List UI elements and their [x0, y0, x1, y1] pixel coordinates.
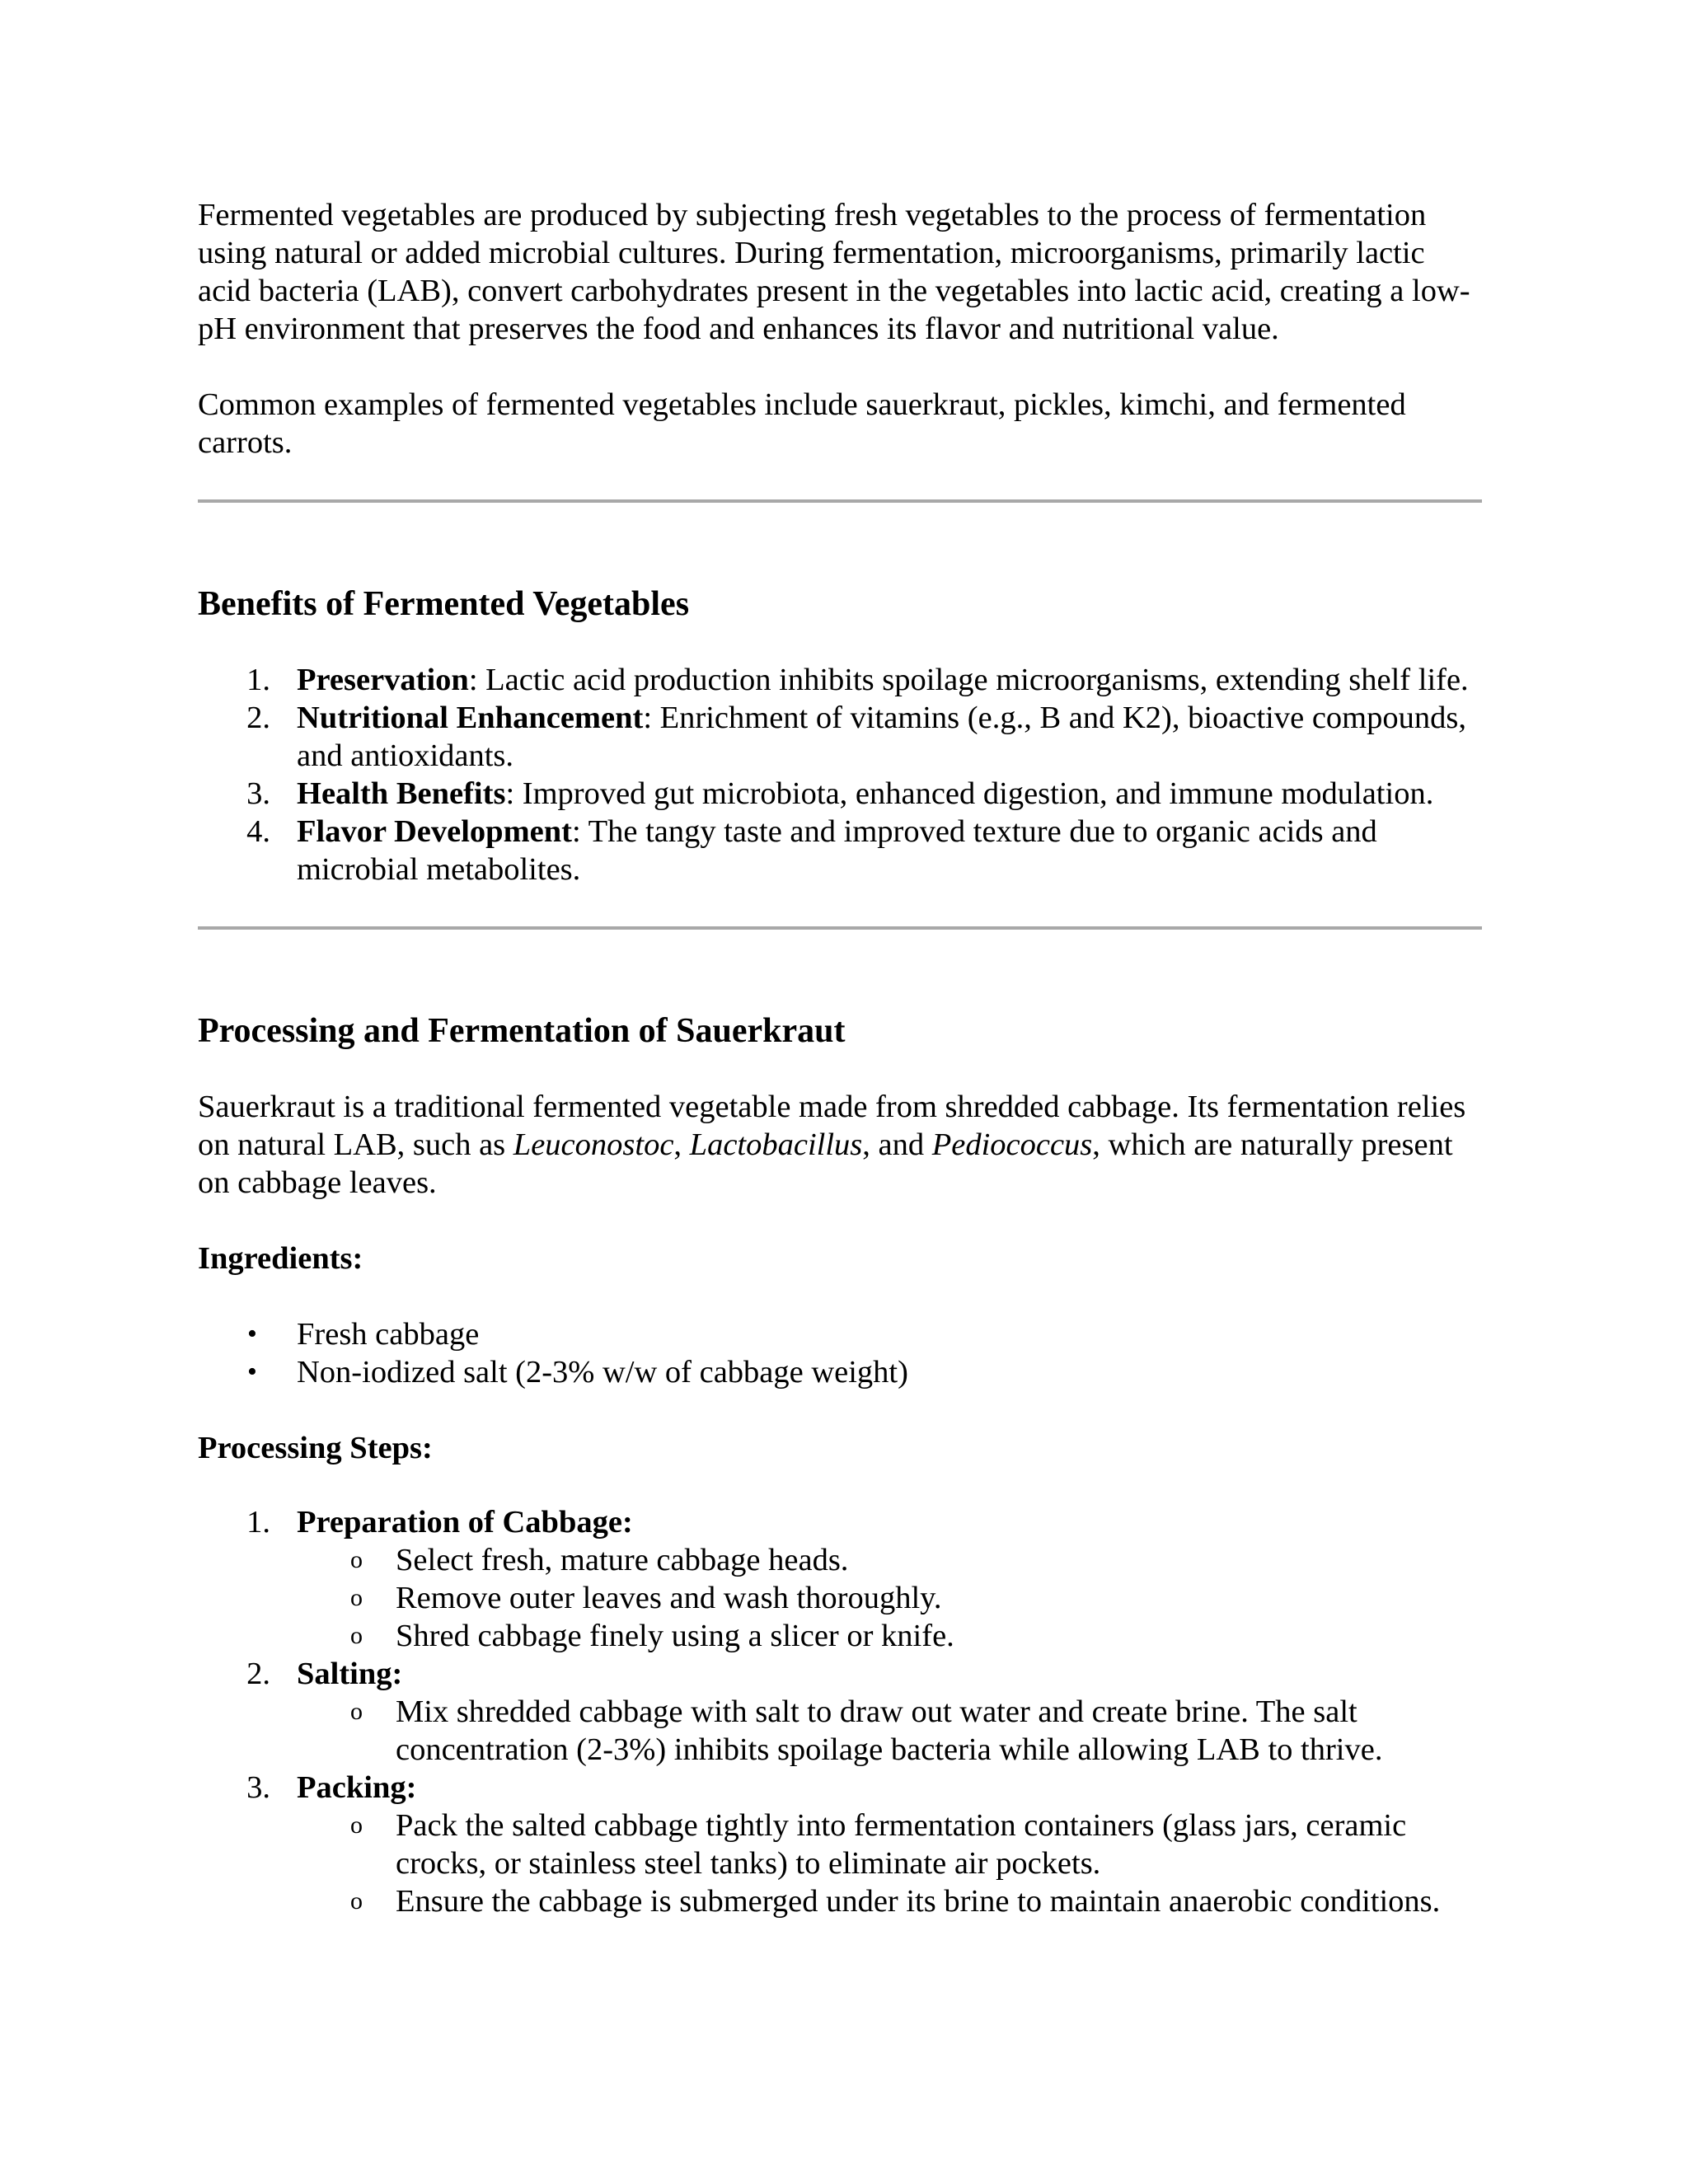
- step-title: Packing:: [297, 1770, 417, 1805]
- sauerkraut-intro-paragraph: Sauerkraut is a traditional fermented vegetable made from shredded cabbage. Its fermentation relies on natural LAB, such as Leuconostoc, Lactobacillus, and Pediococcus, which are naturally present on cabbage leaves.: [198, 1090, 1466, 1200]
- circle-bullet-icon: o: [350, 1887, 363, 1915]
- step-title: Preparation of Cabbage:: [297, 1505, 633, 1540]
- list-item: 3. Health Benefits: Improved gut microbiota, enhanced digestion, and immune modulation.: [246, 776, 1434, 811]
- processing-steps-list: [198, 1503, 1484, 1920]
- ingredients-list: [198, 1315, 1484, 1391]
- circle-bullet-icon: o: [350, 1698, 363, 1725]
- genus-name: Pediococcus: [931, 1127, 1093, 1162]
- benefits-list: [198, 661, 1484, 888]
- sub-list-item: o Shred cabbage finely using a slicer or knife.: [297, 1617, 1484, 1655]
- genus-name: Lactobacillus: [689, 1127, 863, 1162]
- intro-paragraph: Fermented vegetables are produced by subjecting fresh vegetables to the process of fermentation using natural or added microbial cultures. During fermentation, microorganisms, primarily lactic acid bacteria (LAB), convert carbohydrates present in the vegetables into lactic acid, creating a low-pH environment that preserves the food and enhances its flavor and nutritional value.: [198, 198, 1470, 346]
- step-title: Salting:: [297, 1657, 403, 1691]
- list-item: • Fresh cabbage: [198, 1315, 1484, 1353]
- genus-name: Leuconostoc: [513, 1127, 674, 1162]
- list-item: 1. Preservation: Lactic acid production inhibits spoilage microorganisms, extending shelf life.: [246, 663, 1469, 697]
- sub-list-item: o Pack the salted cabbage tightly into fermentation containers (glass jars, ceramic crocks, or stainless steel tanks) to eliminate air pockets.: [297, 1807, 1484, 1882]
- benefit-term: Nutritional Enhancement: [297, 701, 644, 735]
- list-item: 3. Packing: o Pack the salted cabbage tightly into fermentation containers (glass jars, ceramic crocks, or stainless steel tanks) to eliminate air pockets. o Ensure the cabbage is submerged under its brine to maintain anaerobic conditions.: [198, 1769, 1484, 1920]
- circle-bullet-icon: o: [350, 1622, 363, 1649]
- sauerkraut-section: [198, 1010, 1484, 1920]
- sub-list: [297, 1693, 1484, 1769]
- circle-bullet-icon: o: [350, 1546, 363, 1573]
- processing-steps-heading: Processing Steps:: [198, 1431, 433, 1465]
- list-item: 2. Nutritional Enhancement: Enrichment of vitamins (e.g., B and K2), bioactive compounds, and antioxidants.: [246, 701, 1466, 773]
- sub-list-item: o Select fresh, mature cabbage heads.: [297, 1541, 1484, 1579]
- circle-bullet-icon: o: [350, 1811, 363, 1839]
- sub-list-item: o Ensure the cabbage is submerged under its brine to maintain anaerobic conditions.: [297, 1882, 1484, 1920]
- circle-bullet-icon: o: [350, 1584, 363, 1611]
- sub-list: [297, 1541, 1484, 1655]
- intro-section: [198, 196, 1484, 462]
- sauerkraut-heading: Processing and Fermentation of Sauerkraut: [198, 1012, 846, 1050]
- section-divider: [198, 926, 1482, 930]
- ingredients-heading: Ingredients:: [198, 1241, 363, 1276]
- examples-paragraph: Common examples of fermented vegetables include sauerkraut, pickles, kimchi, and fermented carrots.: [198, 387, 1406, 460]
- section-divider: [198, 499, 1482, 503]
- benefit-term: Flavor Development: [297, 814, 572, 849]
- benefits-section: [198, 583, 1484, 888]
- list-item: 4. Flavor Development: The tangy taste and improved texture due to organic acids and microbial metabolites.: [246, 814, 1377, 887]
- bullet-icon: •: [247, 1357, 257, 1387]
- list-item: 1. Preparation of Cabbage: o Select fresh, mature cabbage heads. o Remove outer leaves and wash thoroughly. o Shred cabbage finely using a slicer or knife.: [198, 1503, 1484, 1655]
- document-page: [198, 196, 1484, 1920]
- benefits-heading: Benefits of Fermented Vegetables: [198, 585, 690, 623]
- sub-list: [297, 1807, 1484, 1920]
- bullet-icon: •: [247, 1319, 257, 1349]
- benefit-term: Health Benefits: [297, 776, 506, 811]
- sub-list-item: o Remove outer leaves and wash thoroughly.: [297, 1579, 1484, 1617]
- list-item: 2. Salting: o Mix shredded cabbage with salt to draw out water and create brine. The salt concentration (2-3%) inhibits spoilage bacteria while allowing LAB to thrive.: [198, 1655, 1484, 1769]
- sub-list-item: o Mix shredded cabbage with salt to draw out water and create brine. The salt concentration (2-3%) inhibits spoilage bacteria while allowing LAB to thrive.: [297, 1693, 1484, 1769]
- benefit-term: Preservation: [297, 663, 469, 697]
- list-item: • Non-iodized salt (2-3% w/w of cabbage weight): [198, 1353, 1484, 1391]
